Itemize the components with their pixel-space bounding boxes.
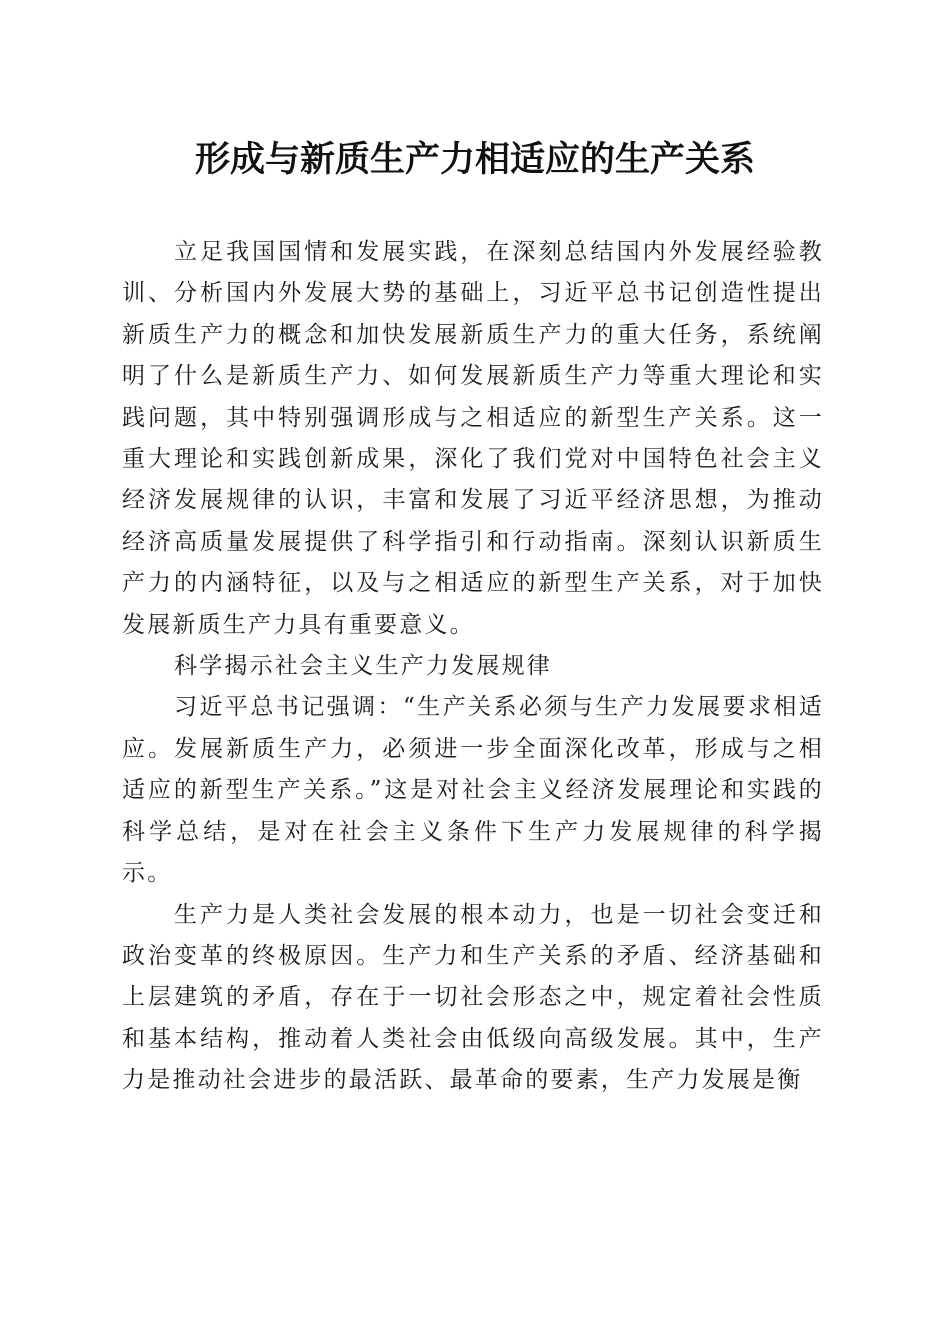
section-heading: 科学揭示社会主义生产力发展规律 bbox=[174, 653, 552, 680]
document-title: 形成与新质生产力相适应的生产关系 bbox=[194, 139, 755, 180]
paragraph-quote: 习近平总书记强调：“生产关系必须与生产力发展要求相适应。发展新质生产力，必须进一步全面深化改革，形成与之相适应的新型生产关系。”这是对社会主义经济发展理论和实践的科学总结，是对在社会主义条件下生产力发展规律的科学揭示。 bbox=[122, 694, 824, 887]
document-body bbox=[122, 232, 824, 1102]
paragraph-productivity: 生产力是人类社会发展的根本动力，也是一切社会变迁和政治变革的终极原因。生产力和生产关系的矛盾、经济基础和上层建筑的矛盾，存在于一切社会形态之中，规定着社会性质和基本结构，推动着人类社会由低级向高级发展。其中，生产力是推动社会进步的最活跃、最革命的要素，生产力发展是衡 bbox=[122, 901, 824, 1094]
paragraph-intro: 立足我国国情和发展实践，在深刻总结国内外发展经验教训、分析国内外发展大势的基础上，习近平总书记创造性提出新质生产力的概念和加快发展新质生产力的重大任务，系统阐明了什么是新质生产力、如何发展新质生产力等重大理论和实践问题，其中特别强调形成与之相适应的新型生产关系。这一重大理论和实践创新成果，深化了我们党对中国特色社会主义经济发展规律的认识，丰富和发展了习近平经济思想，为推动经济高质量发展提供了科学指引和行动指南。深刻认识新质生产力的内涵特征，以及与之相适应的新型生产关系，对于加快发展新质生产力具有重要意义。 bbox=[122, 239, 824, 638]
